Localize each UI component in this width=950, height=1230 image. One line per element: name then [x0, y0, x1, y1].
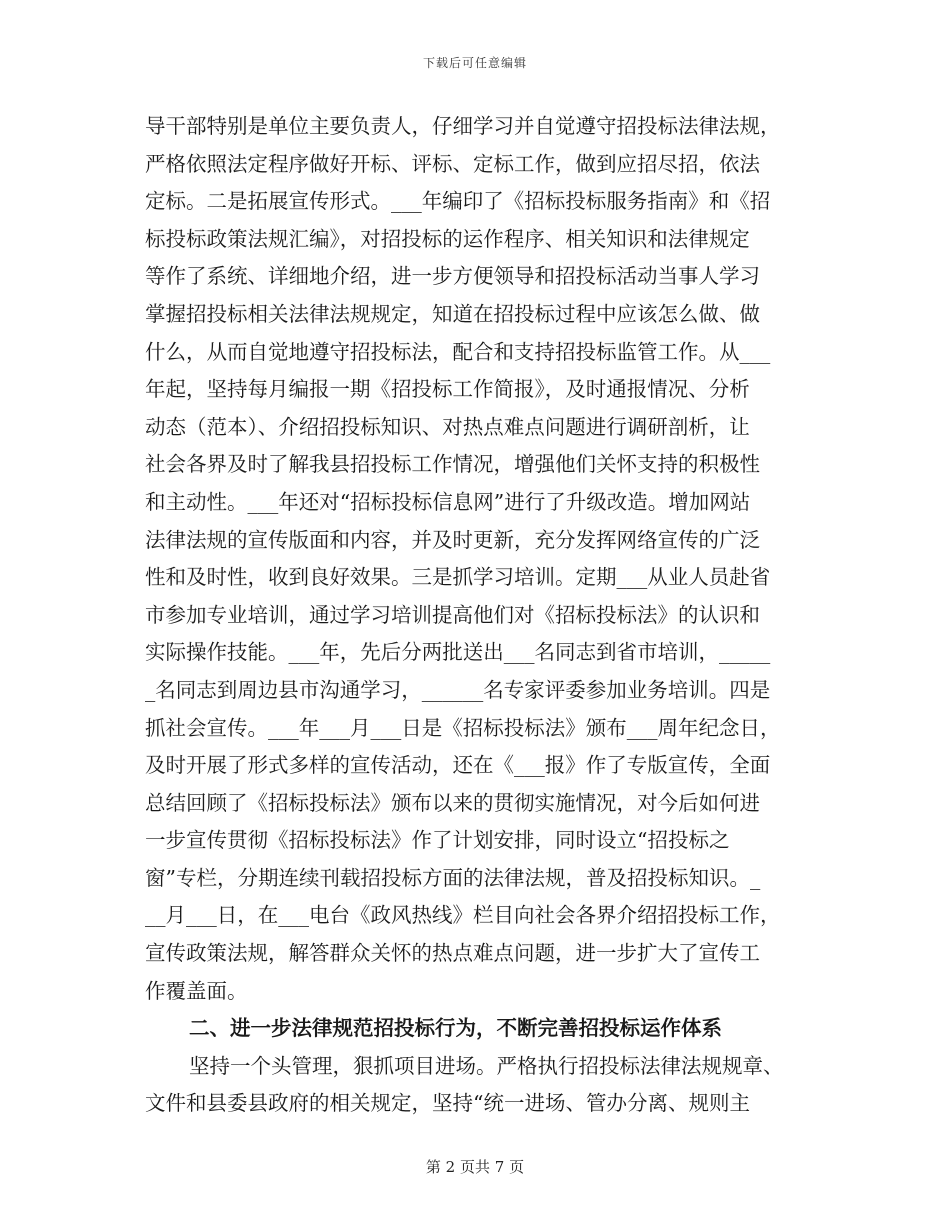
text-line: 坚持一个头管理，狠抓项目进场。严格执行招投标法律法规规章、	[189, 1053, 784, 1078]
text-line: 总结回顾了《招标投标法》颁布以来的贯彻实施情况，对今后如何进	[145, 790, 760, 815]
text-line: _名同志到周边县市沟通学习，______名专家评委参加业务培训。四是	[145, 677, 771, 702]
text-line: 一步宣传贯彻《招标投标法》作了计划安排，同时设立“招投标之	[145, 828, 730, 853]
text-line: 及时开展了形式多样的宣传活动，还在《___报》作了专版宣传，全面	[145, 753, 771, 778]
section-heading: 二、进一步法律规范招投标行为，不断完善招投标运作体系	[189, 1016, 722, 1041]
text-line: 实际操作技能。___年，先后分两批送出___名同志到省市培训，_____	[145, 640, 771, 665]
text-line: 市参加专业培训，通过学习培训提高他们对《招标投标法》的认识和	[145, 602, 760, 627]
text-line: 窗”专栏，分期连续刊载招投标方面的法律法规，普及招投标知识。_	[145, 865, 761, 890]
text-line: 标投标政策法规汇编》，对招投标的运作程序、相关知识和法律规定	[145, 226, 750, 251]
text-line: 导干部特别是单位主要负责人，仔细学习并自觉遵守招投标法律法规，	[145, 114, 781, 138]
text-line: 掌握招投标相关法律法规规定，知道在招投标过程中应该怎么做、做	[145, 301, 760, 326]
text-line: 和主动性。___年还对“招标投标信息网”进行了升级改造。增加网站	[145, 489, 751, 514]
text-line: 严格依照法定程序做好开标、评标、定标工作，做到应招尽招，依法	[145, 151, 760, 176]
text-line: 动态（范本）、介绍招投标知识、对热点难点问题进行调研剖析，让	[145, 414, 750, 439]
text-line: 文件和县委县政府的相关规定，坚持“统一进场、管办分离、规则主	[145, 1091, 750, 1116]
document-body	[145, 108, 805, 1123]
text-line: 等作了系统、详细地介绍，进一步方便领导和招投标活动当事人学习	[145, 264, 760, 289]
page-footer: 第 2 页共 7 页	[425, 1158, 525, 1176]
text-line: 性和及时性，收到良好效果。三是抓学习培训。定期___从业人员赴省	[145, 565, 771, 590]
text-line: __月___日，在___电台《政风热线》栏目向社会各界介绍招投标工作，	[145, 903, 781, 928]
text-line: 抓社会宣传。___年___月___日是《招标投标法》颁布___周年纪念日，	[145, 715, 781, 740]
text-line: 年起，坚持每月编报一期《招投标工作简报》，及时通报情况、分析	[145, 377, 750, 402]
page-header: 下载后可任意编辑	[422, 56, 527, 70]
text-line: 什么，从而自觉地遵守招投标法，配合和支持招投标监管工作。从___	[145, 339, 771, 364]
text-line: 宣传政策法规，解答群众关怀的热点难点问题，进一步扩大了宣传工	[145, 941, 760, 966]
text-line: 作覆盖面。	[145, 978, 248, 1003]
text-line: 社会各界及时了解我县招投标工作情况，增强他们关怀支持的积极性	[145, 452, 760, 477]
text-line: 定标。二是拓展宣传形式。___年编印了《招标投标服务指南》和《招	[145, 189, 771, 214]
text-line: 法律法规的宣传版面和内容，并及时更新，充分发挥网络宣传的广泛	[145, 527, 760, 552]
